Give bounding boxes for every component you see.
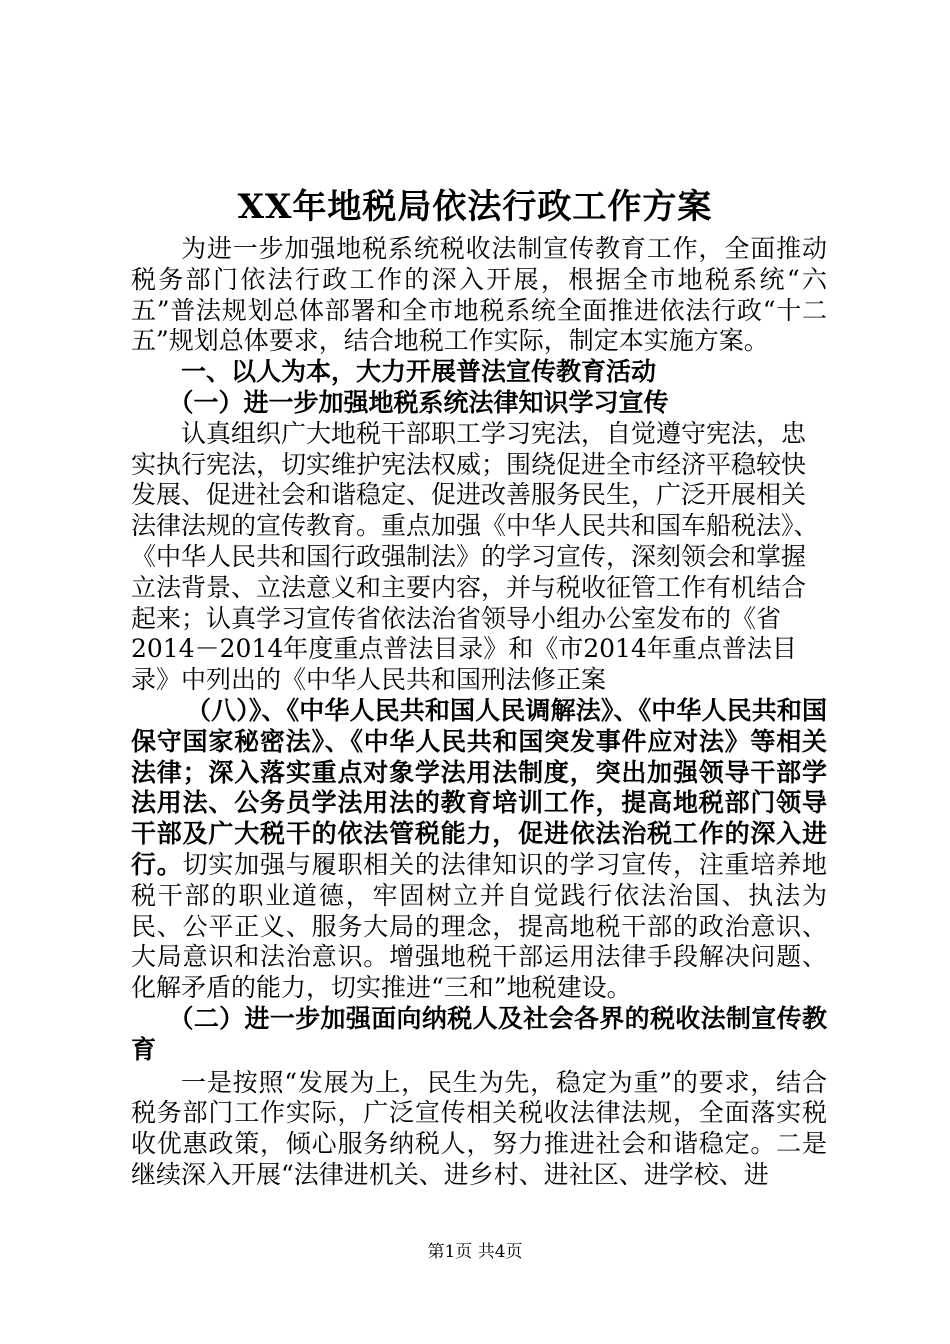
section-heading-1: 一、以人为本，大力开展普法宣传教育活动 <box>181 357 657 387</box>
document-title: XX年地税局依法行政工作方案 <box>237 187 713 227</box>
body-paragraph-2-bold <box>131 696 827 1004</box>
page-number: 第1页 <box>427 1242 473 1262</box>
document-body <box>131 234 827 1191</box>
body-paragraph-2-regular-text: 切实加强与履职相关的法律知识的学习宣传，注重培养地税干部的职业道德，牢固树立并自觉践行依法治国、执法为民、公平正义、服务大局的理念，提高地税干部的政治意识、大局意识和法治意识。增强地税干部运用法律手段解决问题、化解矛盾的能力，切实推进“三和”地税建设。 <box>131 849 827 1003</box>
subsection-heading-1: （一）进一步加强地税系统法律知识学习宣传 <box>168 387 669 417</box>
intro-paragraph: 为进一步加强地税系统税收法制宣传教育工作，全面推动税务部门依法行政工作的深入开展，根据全市地税系统“六五”普法规划总体部署和全市地税系统全面推进依法行政“十二五”规划总体要求，结合地税工作实际，制定本实施方案。 <box>131 234 827 356</box>
subsection-heading-2: （二）进一步加强面向纳税人及社会各界的税收法制宣传教育 <box>131 1003 827 1064</box>
body-paragraph-2-bold-text: （八）》、《中华人民共和国人民调解法》、《中华人民共和国保守国家秘密法》、《中华人民共和国突发事件应对法》等相关法律；深入落实重点对象学法用法制度，突出加强领导干部学法用法、公务员学法用法的教育培训工作，提高地税部门领导干部及广大税干的依法管税能力，促进依法治税工作的深入进行。 <box>131 695 827 879</box>
page-footer <box>0 1240 950 1264</box>
page-total: 共4页 <box>477 1242 523 1262</box>
body-paragraph-1: 认真组织广大地税干部职工学习宪法，自觉遵守宪法，忠实执行宪法，切实维护宪法权威；围绕促进全市经济平稳较快发展、促进社会和谐稳定、促进改善服务民生，广泛开展相关法律法规的宣传教育。重点加强《中华人民共和国车船税法》、《中华人民共和国行政强制法》的学习宣传，深刻领会和掌握立法背景、立法意义和主要内容，并与税收征管工作有机结合起来；认真学习宣传省依法治省领导小组办公室发布的《省2014－2014年度重点普法目录》和《市2014年重点普法目录》中列出的《中华人民共和国刑法修正案 <box>131 418 819 695</box>
body-paragraph-3: 一是按照“发展为上，民生为先，稳定为重”的要求，结合税务部门工作实际，广泛宣传相关税收法律法规，全面落实税收优惠政策，倾心服务纳税人，努力推进社会和谐稳定。二是继续深入开展“法律进机关、进乡村、进社区、进学校、进 <box>131 1067 827 1189</box>
